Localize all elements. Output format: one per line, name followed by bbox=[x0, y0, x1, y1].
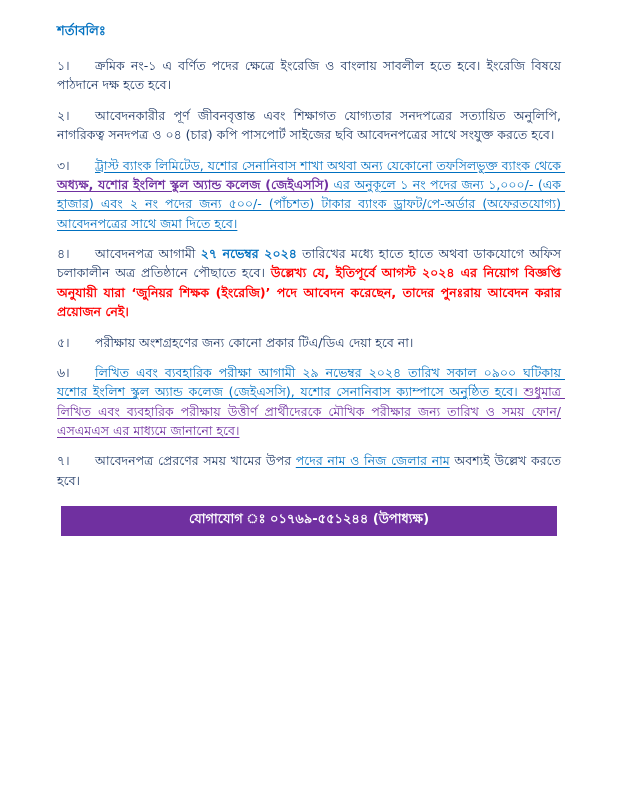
term-text-segment: আবেদনপত্র প্রেরণের সময় খামের উপর bbox=[95, 453, 296, 469]
term-text-segment: এর অনুকূলে ১ নং পদের জন্য ১,০০০/- (এক হাজার) এবং ২ নং পদের জন্য ৫০০/- (পাঁচশত) টাকার ব্যাংক ড্রাফট/পে-অর্ডার (অফেরতযোগ্য) আবেদনপত্রের সাথে জমা দিতে হবে। bbox=[57, 176, 565, 231]
term-text-segment: পরীক্ষায় অংশগ্রহণের জন্য কোনো প্রকার টিএ/ডিএ দেয়া হবে না। bbox=[95, 334, 414, 350]
term-text-segment: শুধুমাত্র লিখিত এবং ব্যবহারিক পরীক্ষায় উত্তীর্ণ প্রার্থীদেরকে মৌখিক পরীক্ষার জন্য তারিখ ও সময় ফোন/এসএমএস এর মাধ্যমে জানানো হবে। bbox=[57, 384, 565, 438]
term-number: ৫। bbox=[57, 334, 70, 350]
term-number: ২। bbox=[57, 107, 70, 123]
term-text-segment: আবেদনপত্র আগামী bbox=[95, 246, 201, 261]
term-text-segment: ২৭ নভেম্বর ২০২৪ bbox=[200, 246, 297, 261]
term-number: ৪। bbox=[57, 246, 70, 261]
term-text-segment: লিখিত এবং ব্যবহারিক পরীক্ষা আগামী ২৯ নভেম্বর ২০২৪ তারিখ সকাল ০৯০০ ঘটিকায় যশোর ইংলিশ স্কুল অ্যান্ড কলেজ (জেইএসসি), যশোর সেনানিবাস ক্যাম্পাসে অনুষ্ঠিত হবে। bbox=[57, 364, 565, 400]
term-item-4 bbox=[57, 244, 566, 322]
term-text-segment: আবেদনকারীর পূর্ণ জীবনবৃত্তান্ত এবং শিক্ষাগত যোগ্যতার সনদপত্রের সত্যায়িত অনুলিপি, নাগরিকত্ব সনদপত্র ও ০৪ (চার) কপি পাসপোর্ট সাইজের ছবি আবেদনপত্রের সাথে সংযুক্ত করতে হবে। bbox=[57, 107, 565, 143]
term-number: ১। bbox=[57, 58, 70, 73]
term-item-1 bbox=[57, 56, 565, 95]
term-item-7 bbox=[57, 451, 565, 490]
term-number: ৬। bbox=[57, 364, 70, 380]
term-text-segment: উল্লেখ্য যে, ইতিপূর্বে আগস্ট ২০২৪ এর নিয়োগ বিজ্ঞপ্তি অনুযায়ী যারা ‘জুনিয়র শিক্ষক (ইংরেজি)’ পদে আবেদন করেছেন, তাদের পুনঃরায় আবেদন করার প্রয়োজন নেই। bbox=[57, 265, 566, 320]
page-title: শর্তাবলিঃ bbox=[57, 24, 106, 39]
term-number: ৭। bbox=[57, 453, 70, 469]
term-item-2 bbox=[57, 106, 565, 145]
term-text-segment: পদের নাম ও নিজ জেলার নাম bbox=[295, 453, 450, 469]
terms-list bbox=[57, 56, 566, 490]
contact-banner bbox=[61, 506, 557, 536]
term-number: ৩। bbox=[57, 157, 70, 173]
term-text-segment: ট্রাস্ট ব্যাংক লিমিটেড, যশোর সেনানিবাস শাখা অথবা অন্য যেকোনো তফসিলভুক্ত ব্যাংক থেকে bbox=[95, 157, 565, 173]
term-text-segment: অবশ্যই উল্লেখ করতে হবে। bbox=[57, 453, 565, 488]
term-item-6 bbox=[57, 363, 565, 441]
contact-text: যোগাযোগ ঃ ০১৭৬৯-৫৫১২৪৪ (উপাধ্যক্ষ) bbox=[188, 512, 430, 528]
term-text-segment: তারিখের মধ্যে হাতে হাতে অথবা ডাকযোগে অফিস চলাকালীন অত্র প্রতিষ্ঠানে পৌছাতে হবে। bbox=[57, 246, 565, 281]
term-item-3 bbox=[57, 156, 565, 234]
term-item-5 bbox=[57, 333, 561, 352]
term-text-segment: ক্রমিক নং-১ এ বর্ণিত পদের ক্ষেত্রে ইংরেজি ও বাংলায় সাবলীল হতে হবে। ইংরেজি বিষয়ে পাঠদানে দক্ষ হতে হবে। bbox=[57, 58, 565, 93]
term-text-segment: অধ্যক্ষ, যশোর ইংলিশ স্কুল অ্যান্ড কলেজ (জেইএসসি) bbox=[57, 176, 330, 192]
